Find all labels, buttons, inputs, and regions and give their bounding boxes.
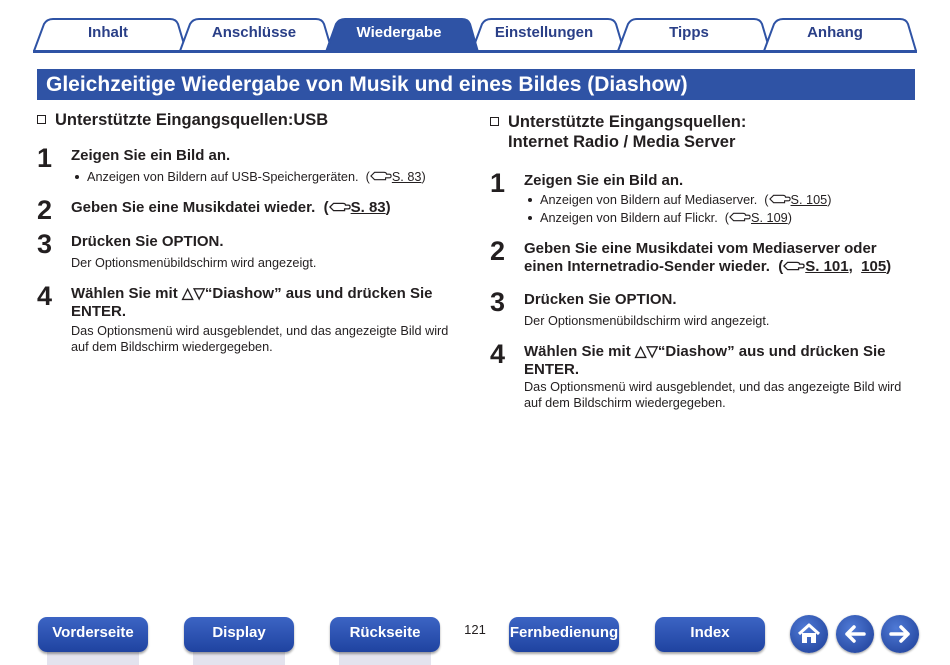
bullet-icon [528, 198, 532, 202]
back-arrow-icon [836, 615, 874, 653]
checkbox-icon [490, 117, 499, 126]
tab-einstellungen[interactable]: Einstellungen [494, 24, 594, 41]
step-title-line-1: Wählen Sie mit △▽“Diashow” aus und drücken Sie [524, 343, 886, 360]
pointing-hand-icon [370, 170, 392, 182]
nav-shadow [339, 652, 431, 665]
page-reference[interactable]: ( S. 105) [760, 193, 832, 207]
checkbox-icon [37, 115, 46, 124]
bullet-icon [528, 216, 532, 220]
back-button[interactable] [836, 615, 874, 653]
nav-shadow [47, 652, 139, 665]
bullet-icon [75, 175, 79, 179]
vorderseite-button[interactable]: Vorderseite [38, 617, 148, 652]
fernbedienung-button[interactable]: Fernbedienung [509, 617, 619, 652]
step-number: 2 [490, 236, 506, 266]
tab-bar [0, 0, 950, 56]
right-column [490, 112, 920, 422]
index-button[interactable]: Index [655, 617, 765, 652]
step-title: Drücken Sie OPTION. [71, 233, 224, 250]
page-number: 121 [464, 622, 486, 637]
step-title-line-2: ENTER. [71, 303, 127, 320]
tab-tipps[interactable]: Tipps [669, 24, 709, 41]
forward-arrow-icon [881, 615, 919, 653]
step-title: Zeigen Sie ein Bild an. [524, 172, 684, 189]
home-button[interactable] [790, 615, 828, 653]
step-text-line-1: Das Optionsmenü wird ausgeblendet, und das angezeigte Bild wird [71, 324, 449, 338]
step-title-line-2: ENTER. [524, 361, 580, 378]
step-number: 3 [490, 287, 506, 317]
right-source-heading: Unterstützte Eingangsquellen: Internet Radio / Media Server [490, 112, 920, 152]
title-bar [37, 69, 915, 100]
tab-inhalt[interactable]: Inhalt [88, 24, 128, 41]
step-title-line-2: einen Internetradio-Sender wieder. ( S. 101, 105) [524, 258, 892, 275]
step-number: 1 [37, 143, 53, 173]
step-number: 2 [37, 195, 53, 225]
step-title-line-1: Geben Sie eine Musikdatei vom Mediaserver oder [524, 240, 877, 257]
page-reference[interactable]: ( S. 109) [721, 211, 792, 225]
pointing-hand-icon [329, 201, 351, 213]
page-reference[interactable]: ( S. 83) [319, 199, 391, 216]
step-title-line-1: Wählen Sie mit △▽“Diashow” aus und drücken Sie [71, 285, 433, 302]
step-text-line-2: auf dem Bildschirm wiedergegeben. [71, 340, 273, 354]
list-item: Anzeigen von Bildern auf Mediaserver. ( S. 105) [524, 192, 831, 208]
step-title: Drücken Sie OPTION. [524, 291, 677, 308]
pointing-hand-icon [783, 260, 805, 272]
page-reference[interactable]: ( S. 83) [362, 170, 426, 184]
tab-anschluesse[interactable]: Anschlüsse [211, 24, 297, 41]
step-number: 3 [37, 229, 53, 259]
forward-button[interactable] [881, 615, 919, 653]
display-button[interactable]: Display [184, 617, 294, 652]
left-column [37, 110, 467, 370]
step-title: Geben Sie eine Musikdatei wieder. ( S. 83) [71, 199, 391, 216]
list-item: Anzeigen von Bildern auf USB-Speichergeräten. ( S. 83) [71, 169, 426, 185]
left-source-heading: Unterstützte Eingangsquellen:USB [37, 110, 467, 130]
step-text: Der Optionsmenübildschirm wird angezeigt. [524, 314, 770, 328]
step-number: 4 [490, 339, 506, 369]
tab-anhang[interactable]: Anhang [807, 24, 863, 41]
tab-wiedergabe[interactable]: Wiedergabe [356, 24, 442, 41]
page-title: Gleichzeitige Wiedergabe von Musik und eines Bildes (Diashow) [46, 73, 688, 96]
step-number: 1 [490, 168, 506, 198]
step-title: Zeigen Sie ein Bild an. [71, 147, 231, 164]
step-text: Der Optionsmenübildschirm wird angezeigt. [71, 256, 317, 270]
step-text-line-2: auf dem Bildschirm wiedergegeben. [524, 396, 726, 410]
nav-shadow [193, 652, 285, 665]
pointing-hand-icon [729, 211, 751, 223]
home-icon [790, 615, 828, 653]
step-text-line-1: Das Optionsmenü wird ausgeblendet, und das angezeigte Bild wird [524, 380, 902, 394]
step-number: 4 [37, 281, 53, 311]
rueckseite-button[interactable]: Rückseite [330, 617, 440, 652]
pointing-hand-icon [769, 193, 791, 205]
list-item: Anzeigen von Bildern auf Flickr. ( S. 109) [524, 210, 792, 226]
page-reference[interactable]: ( S. 101, 105) [774, 258, 892, 275]
